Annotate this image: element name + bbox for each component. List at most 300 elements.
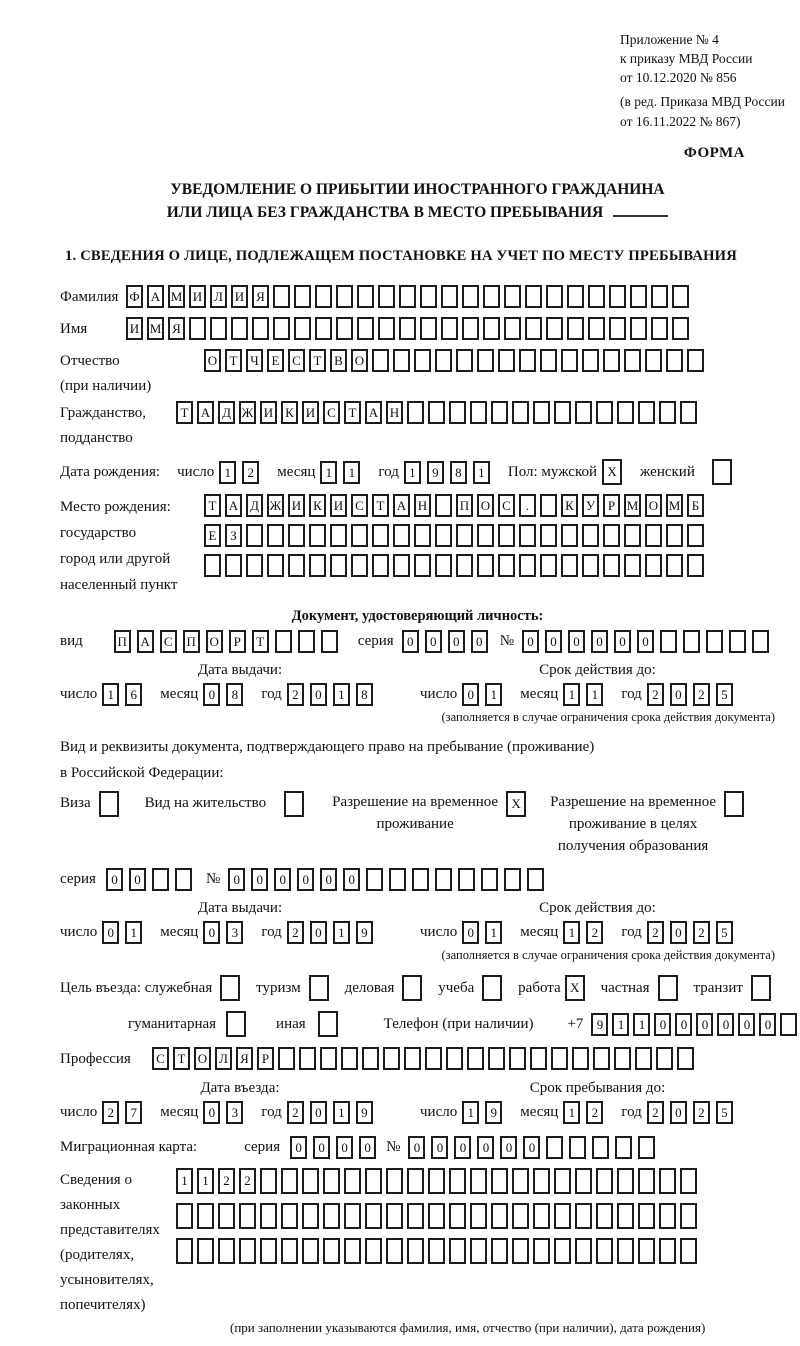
- char-cell[interactable]: 0: [408, 1136, 425, 1159]
- representatives-row3[interactable]: [176, 1238, 701, 1264]
- char-cell[interactable]: [752, 630, 769, 653]
- char-cell[interactable]: [498, 524, 515, 547]
- char-cell[interactable]: [383, 1047, 400, 1070]
- char-cell[interactable]: [330, 524, 347, 547]
- char-cell[interactable]: [357, 317, 374, 340]
- char-cell[interactable]: [362, 1047, 379, 1070]
- char-cell[interactable]: 1: [125, 921, 142, 944]
- char-cell[interactable]: 0: [310, 921, 327, 944]
- char-cell[interactable]: 0: [568, 630, 585, 653]
- doc-valid-day[interactable]: [462, 683, 508, 706]
- char-cell[interactable]: [477, 349, 494, 372]
- char-cell[interactable]: [680, 1238, 697, 1264]
- birth-place-row2[interactable]: [204, 524, 708, 547]
- char-cell[interactable]: Д: [246, 494, 263, 517]
- char-cell[interactable]: Я: [236, 1047, 253, 1070]
- char-cell[interactable]: [512, 1203, 529, 1229]
- doc-kind-field[interactable]: [114, 630, 344, 653]
- temp-residence-checkbox[interactable]: [506, 791, 530, 817]
- char-cell[interactable]: [366, 868, 383, 891]
- char-cell[interactable]: [635, 1047, 652, 1070]
- char-cell[interactable]: [435, 494, 452, 517]
- char-cell[interactable]: [393, 349, 410, 372]
- char-cell[interactable]: [680, 1168, 697, 1194]
- char-cell[interactable]: 1: [473, 461, 490, 484]
- char-cell[interactable]: X: [565, 975, 585, 1001]
- char-cell[interactable]: [483, 317, 500, 340]
- char-cell[interactable]: .: [519, 494, 536, 517]
- char-cell[interactable]: 9: [485, 1101, 502, 1124]
- char-cell[interactable]: [533, 1238, 550, 1264]
- char-cell[interactable]: А: [147, 285, 164, 308]
- char-cell[interactable]: [399, 285, 416, 308]
- char-cell[interactable]: [512, 1238, 529, 1264]
- rvp-issue-month[interactable]: [203, 921, 249, 944]
- char-cell[interactable]: 0: [203, 921, 220, 944]
- purpose-business-checkbox[interactable]: [402, 975, 426, 1001]
- char-cell[interactable]: Д: [218, 401, 235, 424]
- char-cell[interactable]: 0: [462, 683, 479, 706]
- char-cell[interactable]: 0: [523, 1136, 540, 1159]
- char-cell[interactable]: 9: [356, 921, 373, 944]
- char-cell[interactable]: [425, 1047, 442, 1070]
- char-cell[interactable]: [218, 1238, 235, 1264]
- char-cell[interactable]: [260, 1238, 277, 1264]
- char-cell[interactable]: С: [323, 401, 340, 424]
- char-cell[interactable]: З: [225, 524, 242, 547]
- rvp-issue-year[interactable]: [287, 921, 379, 944]
- char-cell[interactable]: Т: [372, 494, 389, 517]
- char-cell[interactable]: 0: [675, 1013, 692, 1036]
- char-cell[interactable]: [575, 401, 592, 424]
- char-cell[interactable]: 0: [522, 630, 539, 653]
- char-cell[interactable]: О: [645, 494, 662, 517]
- char-cell[interactable]: [530, 1047, 547, 1070]
- char-cell[interactable]: 0: [670, 683, 687, 706]
- char-cell[interactable]: [483, 285, 500, 308]
- char-cell[interactable]: 1: [563, 683, 580, 706]
- char-cell[interactable]: П: [114, 630, 131, 653]
- char-cell[interactable]: [407, 401, 424, 424]
- char-cell[interactable]: 2: [693, 1101, 710, 1124]
- char-cell[interactable]: [344, 1238, 361, 1264]
- char-cell[interactable]: [624, 524, 641, 547]
- char-cell[interactable]: А: [197, 401, 214, 424]
- char-cell[interactable]: [449, 1203, 466, 1229]
- char-cell[interactable]: [288, 524, 305, 547]
- purpose-tourism-checkbox[interactable]: [309, 975, 333, 1001]
- char-cell[interactable]: [281, 1203, 298, 1229]
- char-cell[interactable]: [231, 317, 248, 340]
- char-cell[interactable]: [588, 317, 605, 340]
- char-cell[interactable]: Т: [176, 401, 193, 424]
- char-cell[interactable]: [659, 1238, 676, 1264]
- char-cell[interactable]: [351, 524, 368, 547]
- char-cell[interactable]: 0: [228, 868, 245, 891]
- char-cell[interactable]: [638, 1203, 655, 1229]
- char-cell[interactable]: [462, 285, 479, 308]
- char-cell[interactable]: [441, 317, 458, 340]
- char-cell[interactable]: [226, 1011, 246, 1037]
- char-cell[interactable]: [357, 285, 374, 308]
- char-cell[interactable]: [554, 1168, 571, 1194]
- char-cell[interactable]: К: [561, 494, 578, 517]
- char-cell[interactable]: [365, 1168, 382, 1194]
- char-cell[interactable]: [299, 1047, 316, 1070]
- char-cell[interactable]: [456, 554, 473, 577]
- char-cell[interactable]: 1: [563, 921, 580, 944]
- char-cell[interactable]: 6: [125, 683, 142, 706]
- char-cell[interactable]: [617, 1238, 634, 1264]
- char-cell[interactable]: [176, 1238, 193, 1264]
- char-cell[interactable]: Т: [173, 1047, 190, 1070]
- char-cell[interactable]: [645, 554, 662, 577]
- phone-field[interactable]: [591, 1013, 800, 1036]
- char-cell[interactable]: 1: [333, 1101, 350, 1124]
- char-cell[interactable]: [281, 1168, 298, 1194]
- char-cell[interactable]: 0: [462, 921, 479, 944]
- char-cell[interactable]: [533, 401, 550, 424]
- char-cell[interactable]: В: [330, 349, 347, 372]
- char-cell[interactable]: [533, 1203, 550, 1229]
- char-cell[interactable]: [239, 1203, 256, 1229]
- char-cell[interactable]: 3: [226, 1101, 243, 1124]
- doc-valid-month[interactable]: [563, 683, 609, 706]
- char-cell[interactable]: 2: [242, 461, 259, 484]
- char-cell[interactable]: [315, 285, 332, 308]
- surname-field[interactable]: [126, 285, 693, 308]
- char-cell[interactable]: 2: [287, 683, 304, 706]
- char-cell[interactable]: [567, 317, 584, 340]
- char-cell[interactable]: [491, 401, 508, 424]
- char-cell[interactable]: [638, 1136, 655, 1159]
- char-cell[interactable]: [504, 317, 521, 340]
- stay-day[interactable]: [462, 1101, 508, 1124]
- char-cell[interactable]: [638, 401, 655, 424]
- char-cell[interactable]: [273, 317, 290, 340]
- birth-year-field[interactable]: [404, 461, 496, 484]
- char-cell[interactable]: [554, 1203, 571, 1229]
- char-cell[interactable]: [386, 1238, 403, 1264]
- char-cell[interactable]: [441, 285, 458, 308]
- purpose-private-checkbox[interactable]: [658, 975, 682, 1001]
- char-cell[interactable]: [393, 554, 410, 577]
- char-cell[interactable]: [365, 1238, 382, 1264]
- stay-year[interactable]: [647, 1101, 739, 1124]
- char-cell[interactable]: [393, 524, 410, 547]
- char-cell[interactable]: [630, 317, 647, 340]
- char-cell[interactable]: [449, 401, 466, 424]
- doc-series-field[interactable]: [402, 630, 494, 653]
- purpose-transit-checkbox[interactable]: [751, 975, 775, 1001]
- char-cell[interactable]: 2: [647, 921, 664, 944]
- char-cell[interactable]: Е: [267, 349, 284, 372]
- char-cell[interactable]: [614, 1047, 631, 1070]
- char-cell[interactable]: О: [206, 630, 223, 653]
- char-cell[interactable]: [638, 1168, 655, 1194]
- char-cell[interactable]: [294, 317, 311, 340]
- char-cell[interactable]: П: [456, 494, 473, 517]
- char-cell[interactable]: И: [189, 285, 206, 308]
- char-cell[interactable]: [420, 317, 437, 340]
- char-cell[interactable]: [386, 1168, 403, 1194]
- char-cell[interactable]: [527, 868, 544, 891]
- mig-number-field[interactable]: [408, 1136, 661, 1159]
- char-cell[interactable]: Ч: [246, 349, 263, 372]
- char-cell[interactable]: 0: [717, 1013, 734, 1036]
- char-cell[interactable]: [428, 401, 445, 424]
- char-cell[interactable]: 5: [716, 921, 733, 944]
- char-cell[interactable]: [302, 1168, 319, 1194]
- char-cell[interactable]: А: [393, 494, 410, 517]
- char-cell[interactable]: Р: [257, 1047, 274, 1070]
- char-cell[interactable]: [680, 401, 697, 424]
- char-cell[interactable]: Ж: [239, 401, 256, 424]
- char-cell[interactable]: 0: [696, 1013, 713, 1036]
- birth-place-row1[interactable]: [204, 494, 708, 517]
- representatives-row2[interactable]: [176, 1203, 701, 1229]
- char-cell[interactable]: 0: [106, 868, 123, 891]
- char-cell[interactable]: 7: [125, 1101, 142, 1124]
- char-cell[interactable]: [204, 554, 221, 577]
- char-cell[interactable]: 8: [226, 683, 243, 706]
- char-cell[interactable]: 0: [431, 1136, 448, 1159]
- birth-place-row3[interactable]: [204, 554, 708, 577]
- char-cell[interactable]: [546, 1136, 563, 1159]
- char-cell[interactable]: [491, 1238, 508, 1264]
- char-cell[interactable]: 1: [485, 683, 502, 706]
- purpose-study-checkbox[interactable]: [482, 975, 506, 1001]
- char-cell[interactable]: [470, 1203, 487, 1229]
- char-cell[interactable]: [407, 1203, 424, 1229]
- char-cell[interactable]: [365, 1203, 382, 1229]
- char-cell[interactable]: 2: [102, 1101, 119, 1124]
- char-cell[interactable]: [575, 1238, 592, 1264]
- char-cell[interactable]: [504, 285, 521, 308]
- char-cell[interactable]: А: [225, 494, 242, 517]
- char-cell[interactable]: [651, 317, 668, 340]
- char-cell[interactable]: [372, 524, 389, 547]
- char-cell[interactable]: [572, 1047, 589, 1070]
- char-cell[interactable]: К: [309, 494, 326, 517]
- rvp-valid-day[interactable]: [462, 921, 508, 944]
- visa-checkbox[interactable]: [99, 791, 123, 817]
- char-cell[interactable]: [751, 975, 771, 1001]
- char-cell[interactable]: [609, 317, 626, 340]
- char-cell[interactable]: [321, 630, 338, 653]
- char-cell[interactable]: [298, 630, 315, 653]
- char-cell[interactable]: [456, 524, 473, 547]
- char-cell[interactable]: [309, 975, 329, 1001]
- char-cell[interactable]: [275, 630, 292, 653]
- char-cell[interactable]: [252, 317, 269, 340]
- char-cell[interactable]: И: [288, 494, 305, 517]
- char-cell[interactable]: [780, 1013, 797, 1036]
- char-cell[interactable]: [592, 1136, 609, 1159]
- temp-residence-edu-checkbox[interactable]: [724, 791, 748, 817]
- char-cell[interactable]: [525, 285, 542, 308]
- char-cell[interactable]: [152, 868, 169, 891]
- char-cell[interactable]: [540, 349, 557, 372]
- char-cell[interactable]: 0: [310, 683, 327, 706]
- char-cell[interactable]: [659, 401, 676, 424]
- char-cell[interactable]: Р: [229, 630, 246, 653]
- char-cell[interactable]: [519, 524, 536, 547]
- char-cell[interactable]: [546, 285, 563, 308]
- char-cell[interactable]: [470, 1168, 487, 1194]
- char-cell[interactable]: 1: [586, 683, 603, 706]
- char-cell[interactable]: [389, 868, 406, 891]
- char-cell[interactable]: [603, 554, 620, 577]
- char-cell[interactable]: [683, 630, 700, 653]
- char-cell[interactable]: 0: [670, 1101, 687, 1124]
- char-cell[interactable]: [596, 1168, 613, 1194]
- char-cell[interactable]: Ж: [267, 494, 284, 517]
- char-cell[interactable]: [399, 317, 416, 340]
- char-cell[interactable]: 2: [586, 1101, 603, 1124]
- char-cell[interactable]: [477, 524, 494, 547]
- char-cell[interactable]: С: [152, 1047, 169, 1070]
- char-cell[interactable]: [378, 317, 395, 340]
- char-cell[interactable]: [666, 524, 683, 547]
- char-cell[interactable]: [582, 524, 599, 547]
- char-cell[interactable]: 0: [477, 1136, 494, 1159]
- char-cell[interactable]: [309, 524, 326, 547]
- char-cell[interactable]: 0: [670, 921, 687, 944]
- rvp-series-field[interactable]: [106, 868, 198, 891]
- char-cell[interactable]: [561, 554, 578, 577]
- char-cell[interactable]: [99, 791, 119, 817]
- char-cell[interactable]: [656, 1047, 673, 1070]
- char-cell[interactable]: [197, 1203, 214, 1229]
- char-cell[interactable]: 8: [450, 461, 467, 484]
- char-cell[interactable]: [428, 1203, 445, 1229]
- char-cell[interactable]: [624, 349, 641, 372]
- char-cell[interactable]: [435, 868, 452, 891]
- char-cell[interactable]: М: [666, 494, 683, 517]
- char-cell[interactable]: [336, 285, 353, 308]
- char-cell[interactable]: [482, 975, 502, 1001]
- char-cell[interactable]: [302, 1238, 319, 1264]
- char-cell[interactable]: [512, 401, 529, 424]
- char-cell[interactable]: [449, 1238, 466, 1264]
- char-cell[interactable]: [630, 285, 647, 308]
- char-cell[interactable]: [351, 554, 368, 577]
- doc-valid-year[interactable]: [647, 683, 739, 706]
- char-cell[interactable]: [420, 285, 437, 308]
- char-cell[interactable]: [428, 1238, 445, 1264]
- purpose-work-checkbox[interactable]: [565, 975, 589, 1001]
- char-cell[interactable]: [596, 401, 613, 424]
- char-cell[interactable]: [435, 554, 452, 577]
- char-cell[interactable]: [498, 554, 515, 577]
- char-cell[interactable]: [344, 1168, 361, 1194]
- char-cell[interactable]: [175, 868, 192, 891]
- char-cell[interactable]: [706, 630, 723, 653]
- char-cell[interactable]: М: [168, 285, 185, 308]
- purpose-humanitarian-checkbox[interactable]: [226, 1011, 250, 1037]
- char-cell[interactable]: [378, 285, 395, 308]
- char-cell[interactable]: [284, 791, 304, 817]
- char-cell[interactable]: [288, 554, 305, 577]
- char-cell[interactable]: [470, 401, 487, 424]
- char-cell[interactable]: 0: [313, 1136, 330, 1159]
- char-cell[interactable]: [546, 317, 563, 340]
- char-cell[interactable]: 0: [129, 868, 146, 891]
- char-cell[interactable]: [218, 1203, 235, 1229]
- char-cell[interactable]: [651, 285, 668, 308]
- char-cell[interactable]: 5: [716, 1101, 733, 1124]
- char-cell[interactable]: [609, 285, 626, 308]
- char-cell[interactable]: [372, 349, 389, 372]
- char-cell[interactable]: 2: [218, 1168, 235, 1194]
- char-cell[interactable]: [462, 317, 479, 340]
- char-cell[interactable]: [246, 524, 263, 547]
- char-cell[interactable]: О: [194, 1047, 211, 1070]
- char-cell[interactable]: [658, 975, 678, 1001]
- char-cell[interactable]: [428, 1168, 445, 1194]
- char-cell[interactable]: 0: [310, 1101, 327, 1124]
- char-cell[interactable]: [239, 1238, 256, 1264]
- char-cell[interactable]: [344, 1203, 361, 1229]
- char-cell[interactable]: 0: [336, 1136, 353, 1159]
- purpose-official-checkbox[interactable]: [220, 975, 244, 1001]
- citizenship-field[interactable]: [176, 401, 701, 424]
- char-cell[interactable]: [540, 524, 557, 547]
- char-cell[interactable]: А: [365, 401, 382, 424]
- char-cell[interactable]: [189, 317, 206, 340]
- char-cell[interactable]: [336, 317, 353, 340]
- char-cell[interactable]: [341, 1047, 358, 1070]
- char-cell[interactable]: [320, 1047, 337, 1070]
- char-cell[interactable]: 9: [356, 1101, 373, 1124]
- char-cell[interactable]: И: [330, 494, 347, 517]
- char-cell[interactable]: 2: [647, 1101, 664, 1124]
- name-field[interactable]: [126, 317, 693, 340]
- char-cell[interactable]: [260, 1168, 277, 1194]
- entry-month[interactable]: [203, 1101, 249, 1124]
- char-cell[interactable]: Л: [215, 1047, 232, 1070]
- char-cell[interactable]: 0: [203, 1101, 220, 1124]
- char-cell[interactable]: [315, 317, 332, 340]
- char-cell[interactable]: [687, 349, 704, 372]
- char-cell[interactable]: [446, 1047, 463, 1070]
- char-cell[interactable]: С: [351, 494, 368, 517]
- char-cell[interactable]: [554, 1238, 571, 1264]
- birth-day-field[interactable]: [219, 461, 265, 484]
- char-cell[interactable]: И: [260, 401, 277, 424]
- char-cell[interactable]: 0: [738, 1013, 755, 1036]
- char-cell[interactable]: [687, 524, 704, 547]
- char-cell[interactable]: 1: [320, 461, 337, 484]
- char-cell[interactable]: [372, 554, 389, 577]
- char-cell[interactable]: [659, 1168, 676, 1194]
- char-cell[interactable]: [407, 1168, 424, 1194]
- char-cell[interactable]: С: [160, 630, 177, 653]
- char-cell[interactable]: Т: [309, 349, 326, 372]
- char-cell[interactable]: Я: [168, 317, 185, 340]
- char-cell[interactable]: [404, 1047, 421, 1070]
- purpose-other-checkbox[interactable]: [318, 1011, 342, 1037]
- char-cell[interactable]: [470, 1238, 487, 1264]
- char-cell[interactable]: [414, 524, 431, 547]
- char-cell[interactable]: 0: [320, 868, 337, 891]
- char-cell[interactable]: [512, 1168, 529, 1194]
- char-cell[interactable]: [414, 554, 431, 577]
- char-cell[interactable]: [225, 554, 242, 577]
- char-cell[interactable]: [533, 1168, 550, 1194]
- char-cell[interactable]: [588, 285, 605, 308]
